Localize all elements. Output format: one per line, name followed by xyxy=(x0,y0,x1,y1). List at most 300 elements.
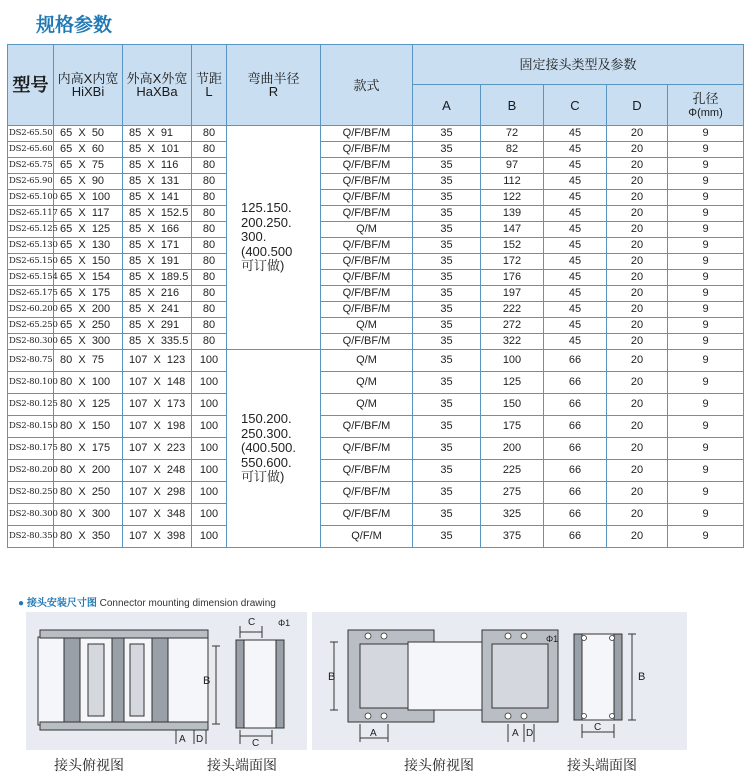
b-value: 97 xyxy=(505,159,519,171)
cell-c xyxy=(544,270,607,286)
cell-model xyxy=(8,394,58,416)
cell-a xyxy=(413,334,481,350)
a-value: 35 xyxy=(440,287,453,299)
drawing-title-en: Connector mounting dimension drawing xyxy=(99,598,276,609)
c-value: 66 xyxy=(568,508,582,520)
cell-hole xyxy=(668,174,744,190)
model-text: DS2-80.75 xyxy=(9,355,53,366)
d-value: 20 xyxy=(630,530,644,542)
table-row xyxy=(8,460,744,482)
a-value: 35 xyxy=(440,143,453,155)
cell-b xyxy=(481,174,544,190)
a-value: 35 xyxy=(440,207,453,219)
cell-pitch xyxy=(192,526,227,548)
label-a-right-2: A xyxy=(512,728,519,739)
table-row xyxy=(8,318,744,334)
model-text: DS2-65.175 xyxy=(9,288,58,299)
cell-inner-size: 65 X 150 xyxy=(54,254,123,270)
header-outer xyxy=(123,45,192,126)
style-value: Q/F/BF/M xyxy=(342,486,391,498)
cell-hole xyxy=(668,286,744,302)
cell-hole xyxy=(668,526,744,548)
cell-d xyxy=(607,438,668,460)
d-value: 20 xyxy=(630,159,644,171)
d-value: 20 xyxy=(630,207,644,219)
d-value: 20 xyxy=(630,255,644,267)
d-value: 20 xyxy=(630,303,644,315)
inner-height: 80 xyxy=(60,464,73,476)
cell-outer-size: 85 X 131 xyxy=(123,174,192,190)
cell-d xyxy=(607,350,668,372)
table-header xyxy=(8,45,744,126)
outer-width: 223 xyxy=(166,442,186,454)
cell-a xyxy=(413,350,481,372)
model-text: DS2-65.117 xyxy=(9,208,58,219)
hole-value: 9 xyxy=(702,143,709,155)
cell-outer-size: 85 X 91 xyxy=(123,126,192,142)
inner-width: 117 xyxy=(91,207,110,219)
header-outer-en: HaXBa xyxy=(136,84,178,99)
cell-bend-radius: 150.200. 250.300. (400.500. 550.600. 可订做) xyxy=(227,350,321,548)
pitch-value: 80 xyxy=(202,255,216,267)
a-value: 35 xyxy=(440,319,453,331)
outer-width: 148 xyxy=(166,376,186,388)
hole-value: 9 xyxy=(702,398,709,410)
hole-value: 9 xyxy=(702,335,709,347)
cell-model xyxy=(8,158,54,174)
cell-model xyxy=(8,238,58,254)
inner-width: 300 xyxy=(91,508,111,520)
cell-outer-size: 107 X 223 xyxy=(123,438,192,460)
b-value: 375 xyxy=(502,530,522,542)
model-text: DS2-65.60 xyxy=(9,144,53,155)
cell-hole xyxy=(668,126,744,142)
cell-inner-size: 80 X 250 xyxy=(54,482,123,504)
outer-height: 85 xyxy=(129,175,142,187)
cell-c xyxy=(544,254,607,270)
a-value: 35 xyxy=(440,239,453,251)
cell-a xyxy=(413,238,481,254)
cell-outer-size: 85 X 189.5 xyxy=(123,270,192,286)
table-group-80 xyxy=(8,350,744,548)
style-value: Q/F/BF/M xyxy=(342,255,391,267)
cell-d xyxy=(607,190,668,206)
d-value: 20 xyxy=(630,464,644,476)
cell-a xyxy=(413,504,481,526)
b-value: 152 xyxy=(502,239,522,251)
c-value: 66 xyxy=(568,420,582,432)
cell-outer-size: 85 X 171 xyxy=(123,238,192,254)
table-row xyxy=(8,286,744,302)
table-row xyxy=(8,482,744,504)
cell-pitch xyxy=(192,206,227,222)
cell-outer-size: 85 X 141 xyxy=(123,190,192,206)
cell-hole xyxy=(668,238,744,254)
outer-height: 107 xyxy=(129,420,148,432)
model-text: DS2-65.150 xyxy=(9,256,58,267)
cell-outer-size: 107 X 198 xyxy=(123,416,192,438)
cell-model xyxy=(8,142,54,158)
hole-value: 9 xyxy=(702,420,709,432)
cell-a xyxy=(413,190,481,206)
cell-inner-size: 80 X 125 xyxy=(54,394,123,416)
d-value: 20 xyxy=(630,287,644,299)
cell-hole xyxy=(668,416,744,438)
cell-b xyxy=(481,372,544,394)
label-c-left-top: C xyxy=(248,617,256,628)
a-value: 35 xyxy=(440,303,453,315)
pitch-value: 100 xyxy=(199,376,219,388)
style-value: Q/F/BF/M xyxy=(342,508,391,520)
header-inner xyxy=(54,45,123,126)
cell-c xyxy=(544,126,607,142)
model-text: DS2-80.100 xyxy=(9,377,58,388)
outer-height: 85 xyxy=(129,143,142,155)
outer-height: 85 xyxy=(129,255,142,267)
a-value: 35 xyxy=(440,271,453,283)
header-pitch xyxy=(192,45,227,126)
table-row xyxy=(8,254,744,270)
c-value: 66 xyxy=(568,464,582,476)
cell-inner-size: 65 X 175 xyxy=(54,286,123,302)
cell-model xyxy=(8,334,58,350)
d-value: 20 xyxy=(630,508,644,520)
cell-inner-size: 65 X 75 xyxy=(54,158,123,174)
caption-left-end-view: 接头端面图 xyxy=(207,758,277,774)
cell-pitch xyxy=(192,394,227,416)
cell-inner-size: 65 X 250 xyxy=(54,318,123,334)
table-row xyxy=(8,416,744,438)
b-value: 175 xyxy=(502,420,522,432)
inner-height: 65 xyxy=(60,207,73,219)
label-c-left-bottom: C xyxy=(252,738,260,749)
header-connector-group: 固定接头类型及参数 xyxy=(413,45,744,85)
style-value: Q/F/BF/M xyxy=(342,127,391,139)
cell-b xyxy=(481,222,544,238)
cell-pitch xyxy=(192,158,227,174)
header-model: 型号 xyxy=(8,45,54,126)
cell-pitch xyxy=(192,372,227,394)
cell-hole xyxy=(668,334,744,350)
pitch-value: 100 xyxy=(199,354,219,366)
cell-b xyxy=(481,254,544,270)
inner-height: 65 xyxy=(60,287,73,299)
cell-inner-size: 65 X 300 xyxy=(54,334,123,350)
cell-style xyxy=(321,270,413,286)
d-value: 20 xyxy=(630,398,644,410)
table-row xyxy=(8,222,744,238)
cell-outer-size: 85 X 166 xyxy=(123,222,192,238)
model-text: DS2-80.150 xyxy=(9,421,58,432)
cell-outer-size: 107 X 348 xyxy=(123,504,192,526)
hole-value: 9 xyxy=(702,223,709,235)
cell-model xyxy=(8,372,58,394)
inner-height: 65 xyxy=(60,191,73,203)
inner-height: 65 xyxy=(60,319,73,331)
cell-b xyxy=(481,394,544,416)
inner-width: 50 xyxy=(91,127,105,139)
cell-c xyxy=(544,394,607,416)
b-value: 100 xyxy=(502,354,522,366)
hole-value: 9 xyxy=(702,319,709,331)
label-b-right: B xyxy=(328,671,336,683)
cell-pitch xyxy=(192,438,227,460)
inner-width: 250 xyxy=(91,486,111,498)
cell-c xyxy=(544,286,607,302)
b-value: 272 xyxy=(502,319,522,331)
hole-value: 9 xyxy=(702,508,709,520)
cell-style xyxy=(321,482,413,504)
outer-height: 85 xyxy=(129,207,142,219)
cell-pitch xyxy=(192,482,227,504)
cell-a xyxy=(413,302,481,318)
outer-height: 107 xyxy=(129,486,148,498)
table-row xyxy=(8,142,744,158)
cell-b xyxy=(481,286,544,302)
cell-pitch xyxy=(192,286,227,302)
cell-outer-size: 85 X 101 xyxy=(123,142,192,158)
header-radius-zh: 弯曲半径 xyxy=(247,71,300,86)
hole-value: 9 xyxy=(702,530,709,542)
cell-d xyxy=(607,460,668,482)
c-value: 45 xyxy=(568,287,582,299)
b-value: 222 xyxy=(502,303,522,315)
cell-style xyxy=(321,222,413,238)
b-value: 172 xyxy=(502,255,522,267)
inner-height: 65 xyxy=(60,335,73,347)
cell-outer-size: 85 X 216 xyxy=(123,286,192,302)
cell-b xyxy=(481,482,544,504)
cell-pitch xyxy=(192,126,227,142)
cell-c xyxy=(544,318,607,334)
style-value: Q/F/M xyxy=(351,530,382,542)
cell-pitch xyxy=(192,190,227,206)
pitch-value: 80 xyxy=(202,239,216,251)
cell-model xyxy=(8,270,58,286)
outer-height: 107 xyxy=(129,398,148,410)
cell-inner-size: 80 X 175 xyxy=(54,438,123,460)
caption-right-top-view: 接头俯视图 xyxy=(404,758,474,774)
cell-hole xyxy=(668,158,744,174)
inner-height: 80 xyxy=(60,508,73,520)
cell-hole xyxy=(668,302,744,318)
cell-d xyxy=(607,222,668,238)
pitch-value: 80 xyxy=(202,127,216,139)
cell-hole xyxy=(668,438,744,460)
table-row xyxy=(8,158,744,174)
cell-b xyxy=(481,142,544,158)
cell-d xyxy=(607,270,668,286)
a-value: 35 xyxy=(440,159,453,171)
b-value: 150 xyxy=(502,398,522,410)
cell-model xyxy=(8,286,58,302)
cell-pitch xyxy=(192,334,227,350)
cell-d xyxy=(607,416,668,438)
cell-a xyxy=(413,460,481,482)
c-value: 45 xyxy=(568,127,582,139)
b-value: 139 xyxy=(502,207,522,219)
d-value: 20 xyxy=(630,143,644,155)
cell-inner-size: 80 X 200 xyxy=(54,460,123,482)
table-row xyxy=(8,526,744,548)
inner-height: 65 xyxy=(60,303,73,315)
cell-model xyxy=(8,126,54,142)
table-row xyxy=(8,504,744,526)
outer-width: 298 xyxy=(166,486,186,498)
cell-hole xyxy=(668,504,744,526)
a-value: 35 xyxy=(440,255,453,267)
spec-table xyxy=(7,44,744,548)
d-value: 20 xyxy=(630,486,644,498)
table-row xyxy=(8,302,744,318)
c-value: 45 xyxy=(568,223,582,235)
outer-width: 335.5 xyxy=(160,335,189,347)
inner-width: 75 xyxy=(91,159,105,171)
inner-width: 60 xyxy=(91,143,105,155)
cell-inner-size: 80 X 150 xyxy=(54,416,123,438)
hole-value: 9 xyxy=(702,175,709,187)
c-value: 66 xyxy=(568,398,582,410)
pitch-value: 80 xyxy=(202,175,216,187)
inner-width: 200 xyxy=(91,464,111,476)
pitch-value: 100 xyxy=(199,530,219,542)
cell-b xyxy=(481,334,544,350)
a-value: 35 xyxy=(440,530,453,542)
cell-outer-size: 107 X 173 xyxy=(123,394,192,416)
d-value: 20 xyxy=(630,354,644,366)
inner-width: 125 xyxy=(91,398,111,410)
outer-width: 166 xyxy=(160,223,180,235)
b-value: 112 xyxy=(503,175,521,187)
label-phi-right: Φ1 xyxy=(546,634,559,644)
inner-height: 65 xyxy=(60,239,73,251)
style-value: Q/F/BF/M xyxy=(342,335,391,347)
header-style: 款式 xyxy=(321,45,413,126)
table-group-65 xyxy=(8,126,744,350)
label-a-right: A xyxy=(370,728,377,739)
a-value: 35 xyxy=(440,486,453,498)
cell-b xyxy=(481,158,544,174)
cell-a xyxy=(413,286,481,302)
inner-height: 80 xyxy=(60,420,73,432)
pitch-value: 80 xyxy=(202,287,216,299)
cell-outer-size: 85 X 335.5 xyxy=(123,334,192,350)
c-value: 45 xyxy=(568,159,582,171)
cell-style xyxy=(321,206,413,222)
inner-height: 80 xyxy=(60,442,73,454)
style-value: Q/F/BF/M xyxy=(342,207,391,219)
cell-b xyxy=(481,126,544,142)
c-value: 45 xyxy=(568,335,582,347)
inner-height: 65 xyxy=(60,143,73,155)
cell-d xyxy=(607,174,668,190)
caption-right-end-view: 接头端面图 xyxy=(567,758,637,774)
table-row xyxy=(8,350,744,372)
inner-width: 150 xyxy=(91,255,111,267)
cell-c xyxy=(544,302,607,318)
model-text: DS2-65.250 xyxy=(9,320,58,331)
c-value: 45 xyxy=(568,143,582,155)
inner-width: 130 xyxy=(91,239,111,251)
cell-inner-size: 65 X 60 xyxy=(54,142,123,158)
c-value: 45 xyxy=(568,191,582,203)
style-value: Q/M xyxy=(356,398,377,410)
cell-c xyxy=(544,504,607,526)
c-value: 45 xyxy=(568,319,582,331)
cell-bend-radius: 125.150. 200.250. 300. (400.500 可订做) xyxy=(227,126,321,350)
style-value: Q/F/BF/M xyxy=(342,175,391,187)
model-text: DS2-65.130 xyxy=(9,240,58,251)
cell-c xyxy=(544,350,607,372)
d-value: 20 xyxy=(630,175,644,187)
c-value: 45 xyxy=(568,271,582,283)
cell-outer-size: 107 X 248 xyxy=(123,460,192,482)
cell-outer-size: 107 X 298 xyxy=(123,482,192,504)
inner-width: 350 xyxy=(91,530,111,542)
b-value: 322 xyxy=(502,335,522,347)
b-value: 82 xyxy=(505,143,519,155)
c-value: 45 xyxy=(568,255,582,267)
cell-d xyxy=(607,504,668,526)
b-value: 325 xyxy=(502,508,522,520)
drawing-panel-right xyxy=(312,612,687,750)
pitch-value: 80 xyxy=(202,159,216,171)
cell-model xyxy=(8,482,58,504)
hole-value: 9 xyxy=(702,207,709,219)
cell-outer-size: 85 X 152.5 xyxy=(123,206,192,222)
cell-model xyxy=(8,438,58,460)
cell-d xyxy=(607,254,668,270)
a-value: 35 xyxy=(440,127,453,139)
inner-width: 100 xyxy=(91,376,111,388)
outer-height: 85 xyxy=(129,127,142,139)
outer-height: 107 xyxy=(129,442,148,454)
pitch-value: 80 xyxy=(202,207,216,219)
header-outer-zh: 外高X外宽 xyxy=(126,71,188,86)
drawing-panel-left xyxy=(26,612,307,750)
inner-height: 65 xyxy=(60,159,73,171)
outer-height: 85 xyxy=(129,191,142,203)
cell-a xyxy=(413,126,481,142)
cell-inner-size: 65 X 125 xyxy=(54,222,123,238)
hole-value: 9 xyxy=(702,486,709,498)
cell-a xyxy=(413,318,481,334)
cell-b xyxy=(481,350,544,372)
model-text: DS2-65.154 xyxy=(9,272,58,283)
c-value: 66 xyxy=(568,442,582,454)
c-value: 66 xyxy=(568,376,582,388)
cell-a xyxy=(413,222,481,238)
cell-style xyxy=(321,174,413,190)
cell-pitch xyxy=(192,318,227,334)
c-value: 45 xyxy=(568,239,582,251)
style-value: Q/M xyxy=(356,354,377,366)
cell-outer-size: 107 X 123 xyxy=(123,350,192,372)
header-radius-en: R xyxy=(268,84,279,99)
inner-height: 80 xyxy=(60,486,73,498)
a-value: 35 xyxy=(440,335,453,347)
d-value: 20 xyxy=(630,191,644,203)
outer-width: 348 xyxy=(166,508,186,520)
cell-c xyxy=(544,526,607,548)
outer-width: 216 xyxy=(160,287,180,299)
cell-c xyxy=(544,416,607,438)
cell-hole xyxy=(668,318,744,334)
model-text: DS2-65.50 xyxy=(9,128,53,139)
cell-a xyxy=(413,174,481,190)
cell-d xyxy=(607,394,668,416)
outer-height: 107 xyxy=(129,508,148,520)
